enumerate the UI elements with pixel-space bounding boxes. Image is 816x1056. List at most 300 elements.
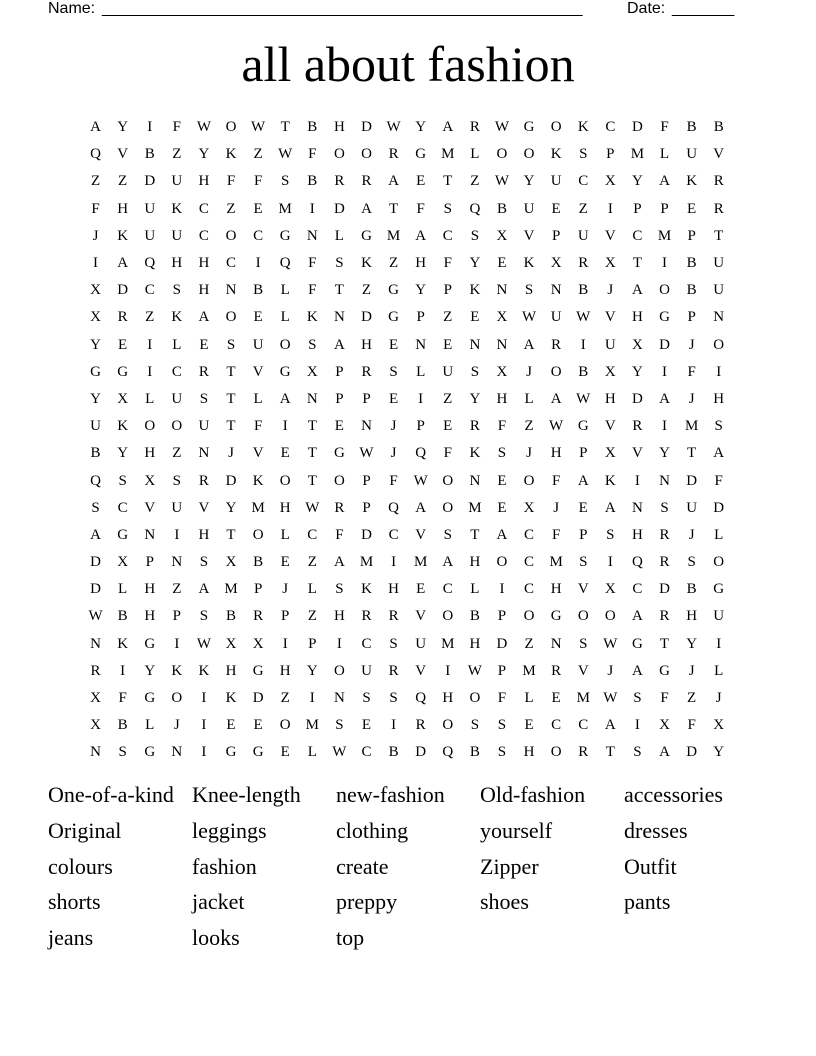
grid-letter: J: [526, 363, 532, 380]
grid-letter: I: [282, 418, 288, 435]
grid-letter: Z: [172, 581, 182, 598]
grid-letter: H: [713, 390, 725, 407]
grid-letter: K: [117, 635, 129, 652]
word-list-item: leggings: [192, 817, 267, 843]
grid-letter: M: [386, 227, 401, 244]
grid-letter: X: [604, 255, 616, 272]
grid-letter: M: [576, 690, 590, 707]
grid-letter: A: [333, 554, 345, 571]
grid-letter: O: [550, 744, 562, 761]
word-list-item: dresses: [624, 817, 688, 843]
grid-letter: S: [172, 282, 181, 299]
grid-letter: J: [607, 662, 614, 679]
grid-row: [82, 196, 734, 223]
grid-letter: I: [716, 635, 722, 652]
grid-letter: X: [90, 309, 101, 326]
grid-letter: B: [686, 119, 697, 136]
grid-letter: G: [279, 363, 291, 380]
grid-letter: K: [117, 418, 129, 435]
grid-letter: G: [333, 445, 345, 462]
grid-letter: B: [253, 282, 264, 299]
grid-letter: V: [604, 418, 616, 435]
grid-letter: E: [497, 472, 507, 489]
grid-letter: W: [549, 418, 564, 435]
grid-row: [82, 168, 734, 195]
grid-letter: N: [361, 418, 372, 435]
grid-letter: W: [603, 635, 618, 652]
grid-letter: E: [361, 717, 372, 734]
grid-letter: Z: [172, 445, 182, 462]
grid-letter: T: [443, 173, 453, 190]
grid-letter: L: [714, 662, 724, 679]
grid-letter: Q: [279, 255, 291, 272]
grid-letter: Z: [307, 608, 317, 625]
grid-letter: L: [524, 690, 534, 707]
grid-letter: Y: [117, 119, 129, 136]
grid-letter: C: [551, 717, 562, 734]
grid-row: [82, 440, 734, 467]
grid-letter: W: [196, 119, 211, 136]
grid-letter: L: [470, 146, 480, 163]
grid-letter: P: [606, 146, 615, 163]
grid-letter: F: [118, 690, 127, 707]
grid-letter: M: [441, 635, 455, 652]
grid-letter: N: [469, 472, 481, 489]
grid-letter: Y: [686, 635, 698, 652]
grid-letter: C: [524, 554, 535, 571]
grid-letter: S: [362, 690, 371, 707]
grid-letter: U: [198, 418, 210, 435]
grid-letter: X: [550, 255, 562, 272]
grid-letter: J: [688, 336, 695, 353]
word-list-item: Old-fashion: [480, 782, 586, 807]
grid-letter: A: [279, 390, 291, 407]
grid-letter: M: [305, 717, 319, 734]
grid-letter: B: [90, 445, 101, 462]
grid-letter: I: [309, 690, 315, 707]
grid-letter: S: [579, 635, 588, 652]
grid-letter: U: [171, 499, 183, 516]
grid-letter: Y: [659, 445, 670, 462]
grid-letter: C: [307, 526, 318, 543]
grid-letter: Q: [415, 690, 427, 707]
grid-letter: U: [144, 200, 156, 217]
word-list-item: fashion: [192, 853, 257, 879]
grid-letter: H: [415, 255, 427, 272]
grid-letter: J: [282, 581, 289, 598]
grid-letter: O: [523, 472, 535, 489]
grid-letter: P: [281, 608, 290, 625]
grid-letter: Y: [415, 119, 427, 136]
grid-letter: U: [604, 336, 616, 353]
grid-letter: A: [632, 662, 643, 679]
grid-letter: E: [443, 418, 453, 435]
grid-letter: M: [251, 499, 265, 516]
grid-letter: F: [416, 200, 425, 217]
grid-letter: G: [90, 363, 101, 380]
grid-letter: T: [632, 255, 642, 272]
grid-letter: P: [172, 608, 181, 625]
grid-letter: E: [280, 554, 290, 571]
grid-letter: I: [147, 363, 153, 380]
grid-row: [82, 658, 734, 685]
grid-letter: O: [496, 146, 508, 163]
grid-letter: D: [632, 390, 643, 407]
grid-letter: X: [90, 282, 101, 299]
grid-letter: H: [279, 662, 291, 679]
grid-letter: Y: [306, 662, 318, 679]
grid-letter: N: [632, 499, 643, 516]
grid-letter: X: [306, 363, 318, 380]
grid-letter: L: [714, 526, 724, 543]
grid-letter: X: [225, 554, 237, 571]
grid-letter: B: [469, 608, 480, 625]
grid-letter: Z: [443, 390, 453, 407]
grid-letter: C: [226, 255, 237, 272]
grid-letter: L: [145, 390, 155, 407]
grid-letter: K: [361, 581, 372, 598]
grid-letter: V: [198, 499, 210, 516]
grid-letter: U: [144, 227, 156, 244]
grid-letter: M: [468, 499, 482, 516]
grid-row: [82, 386, 734, 413]
grid-letter: L: [659, 146, 670, 163]
grid-letter: I: [147, 119, 153, 136]
grid-letter: K: [171, 309, 183, 326]
grid-letter: I: [580, 336, 586, 353]
grid-letter: K: [361, 255, 372, 272]
grid-letter: O: [496, 554, 508, 571]
grid-letter: A: [659, 390, 670, 407]
grid-letter: S: [470, 363, 480, 380]
grid-letter: E: [388, 390, 399, 407]
grid-letter: Y: [144, 662, 156, 679]
grid-letter: C: [632, 581, 643, 598]
grid-letter: S: [389, 635, 398, 652]
grid-letter: E: [334, 418, 344, 435]
grid-letter: G: [523, 119, 535, 136]
grid-letter: R: [388, 662, 399, 679]
grid-letter: F: [253, 418, 263, 435]
grid-letter: I: [662, 363, 668, 380]
grid-letter: X: [523, 499, 535, 516]
grid-letter: W: [332, 744, 347, 761]
grid-letter: R: [253, 608, 264, 625]
grid-letter: F: [172, 119, 181, 136]
grid-letter: M: [414, 554, 428, 571]
grid-letter: O: [442, 472, 454, 489]
grid-letter: R: [713, 173, 724, 190]
grid-letter: R: [198, 472, 209, 489]
grid-letter: S: [199, 390, 209, 407]
grid-letter: J: [390, 445, 397, 462]
grid-letter: F: [443, 445, 452, 462]
grid-letter: X: [117, 390, 129, 407]
grid-row: [82, 332, 734, 359]
grid-letter: B: [686, 255, 697, 272]
grid-letter: G: [632, 635, 643, 652]
grid-letter: E: [280, 445, 290, 462]
grid-letter: K: [550, 146, 562, 163]
grid-letter: X: [632, 336, 643, 353]
grid-letter: F: [660, 690, 669, 707]
header-row: [48, 0, 748, 20]
grid-letter: O: [333, 472, 345, 489]
grid-row: [82, 549, 734, 576]
grid-letter: B: [713, 119, 724, 136]
grid-letter: I: [201, 744, 207, 761]
grid-letter: E: [497, 255, 507, 272]
grid-letter: B: [388, 744, 399, 761]
grid-letter: D: [496, 635, 508, 652]
grid-letter: M: [522, 662, 536, 679]
date-blank-line: _______: [672, 0, 735, 17]
grid-letter: S: [308, 336, 317, 353]
grid-letter: U: [523, 200, 535, 217]
grid-letter: D: [686, 744, 698, 761]
grid-letter: I: [607, 554, 613, 571]
grid-letter: I: [309, 200, 315, 217]
grid-letter: G: [361, 227, 372, 244]
grid-letter: G: [252, 744, 264, 761]
grid-letter: M: [549, 554, 563, 571]
grid-row: [82, 250, 734, 277]
grid-letter: W: [88, 608, 103, 625]
grid-letter: S: [497, 717, 507, 734]
grid-letter: Z: [118, 173, 128, 190]
grid-letter: X: [496, 227, 508, 244]
grid-letter: O: [659, 282, 670, 299]
grid-letter: U: [577, 227, 589, 244]
grid-letter: G: [144, 744, 156, 761]
grid-letter: K: [117, 227, 129, 244]
grid-letter: Y: [713, 744, 725, 761]
grid-letter: G: [659, 309, 670, 326]
grid-letter: K: [171, 662, 183, 679]
grid-letter: D: [361, 119, 372, 136]
grid-letter: H: [632, 309, 643, 326]
grid-letter: I: [634, 717, 640, 734]
grid-letter: V: [604, 227, 616, 244]
grid-letter: S: [497, 744, 507, 761]
grid-letter: V: [523, 227, 535, 244]
grid-letter: H: [117, 200, 129, 217]
grid-letter: S: [633, 744, 642, 761]
grid-letter: P: [579, 445, 588, 462]
grid-letter: V: [604, 309, 616, 326]
grid-letter: A: [90, 526, 101, 543]
grid-letter: K: [171, 200, 183, 217]
grid-letter: T: [605, 744, 615, 761]
word-list-item: One-of-a-kind: [48, 782, 174, 807]
grid-letter: I: [634, 472, 640, 489]
grid-letter: H: [550, 445, 562, 462]
grid-letter: W: [251, 119, 266, 136]
grid-letter: S: [606, 526, 615, 543]
grid-row: [82, 603, 734, 630]
grid-letter: E: [687, 200, 697, 217]
grid-letter: X: [496, 309, 508, 326]
grid-letter: L: [470, 581, 480, 598]
grid-letter: J: [173, 717, 180, 734]
grid-letter: B: [117, 608, 128, 625]
grid-letter: W: [467, 662, 482, 679]
grid-letter: B: [578, 363, 589, 380]
grid-letter: L: [280, 309, 290, 326]
grid-letter: A: [550, 390, 562, 407]
grid-letter: U: [415, 635, 427, 652]
grid-letter: Z: [172, 146, 182, 163]
grid-letter: X: [604, 363, 616, 380]
grid-letter: M: [359, 554, 374, 571]
grid-letter: A: [198, 309, 210, 326]
grid-letter: X: [90, 690, 101, 707]
grid-letter: R: [551, 662, 562, 679]
grid-letter: Z: [687, 690, 697, 707]
grid-letter: C: [442, 581, 453, 598]
grid-letter: C: [442, 227, 453, 244]
grid-letter: P: [497, 662, 507, 679]
grid-letter: F: [687, 717, 696, 734]
grid-letter: X: [713, 717, 725, 734]
grid-letter: F: [335, 526, 344, 543]
grid-letter: S: [335, 255, 344, 272]
grid-letter: Y: [632, 363, 643, 380]
grid-letter: E: [388, 336, 399, 353]
grid-letter: I: [174, 635, 180, 652]
grid-letter: S: [470, 227, 480, 244]
grid-letter: N: [550, 635, 562, 652]
name-blank-line: ______________________________________________________: [102, 0, 583, 17]
grid-letter: C: [117, 499, 128, 516]
grid-letter: F: [443, 255, 452, 272]
grid-letter: L: [253, 390, 263, 407]
grid-letter: H: [632, 526, 643, 543]
grid-letter: O: [442, 608, 454, 625]
grid-letter: O: [523, 146, 535, 163]
grid-letter: I: [499, 581, 505, 598]
grid-letter: B: [496, 200, 507, 217]
grid-letter: Q: [632, 554, 643, 571]
grid-letter: U: [686, 146, 698, 163]
grid-letter: Y: [469, 390, 481, 407]
grid-letter: S: [335, 581, 344, 598]
grid-letter: P: [687, 227, 696, 244]
grid-row: [82, 413, 734, 440]
grid-letter: G: [225, 744, 237, 761]
grid-letter: R: [578, 744, 589, 761]
grid-letter: C: [578, 173, 589, 190]
page-title: all about fashion: [241, 36, 575, 92]
grid-letter: O: [279, 717, 291, 734]
grid-letter: B: [578, 282, 589, 299]
grid-letter: A: [90, 119, 101, 136]
grid-letter: O: [550, 363, 562, 380]
grid-letter: J: [607, 282, 614, 299]
grid-letter: E: [416, 173, 426, 190]
grid-letter: P: [253, 581, 263, 598]
grid-letter: T: [226, 418, 236, 435]
grid-letter: T: [307, 472, 317, 489]
grid-letter: K: [469, 282, 481, 299]
grid-letter: S: [118, 744, 127, 761]
grid-letter: O: [279, 336, 291, 353]
grid-letter: B: [307, 119, 318, 136]
grid-letter: A: [415, 227, 427, 244]
grid-letter: J: [688, 390, 695, 407]
grid-letter: L: [172, 336, 182, 353]
grid-letter: W: [386, 119, 401, 136]
grid-letter: H: [279, 499, 291, 516]
grid-letter: W: [494, 119, 510, 136]
grid-letter: O: [442, 499, 454, 516]
grid-letter: H: [361, 336, 372, 353]
grid-letter: R: [632, 418, 643, 435]
grid-letter: S: [199, 608, 209, 625]
word-list-item: colours: [48, 853, 113, 879]
grid-letter: O: [442, 717, 454, 734]
grid-letter: O: [604, 608, 616, 625]
word-list-item: Outfit: [624, 853, 677, 879]
grid-letter: G: [279, 227, 291, 244]
grid-letter: O: [550, 119, 562, 136]
grid-letter: F: [497, 690, 507, 707]
grid-letter: U: [550, 309, 562, 326]
grid-letter: H: [469, 554, 481, 571]
grid-letter: X: [225, 635, 237, 652]
word-list-item: shoes: [480, 889, 529, 915]
grid-letter: D: [361, 309, 372, 326]
grid-letter: U: [171, 173, 183, 190]
grid-letter: F: [714, 472, 723, 489]
grid-letter: Z: [524, 635, 534, 652]
grid-letter: A: [659, 173, 670, 190]
grid-letter: E: [253, 717, 263, 734]
grid-letter: P: [551, 227, 561, 244]
grid-letter: B: [144, 146, 155, 163]
grid-letter: C: [605, 119, 616, 136]
grid-row: [82, 304, 734, 331]
grid-letter: Y: [90, 390, 101, 407]
grid-letter: Q: [415, 445, 427, 462]
grid-letter: V: [415, 526, 427, 543]
grid-letter: B: [117, 717, 128, 734]
grid-letter: W: [278, 146, 293, 163]
grid-letter: I: [336, 635, 342, 652]
grid-letter: N: [144, 526, 156, 543]
word-list-item: preppy: [336, 889, 398, 915]
grid-letter: R: [551, 336, 562, 353]
grid-letter: S: [660, 499, 669, 516]
grid-letter: P: [660, 200, 669, 217]
grid-letter: N: [496, 336, 508, 353]
grid-letter: R: [117, 309, 128, 326]
grid-letter: K: [686, 173, 698, 190]
grid-letter: T: [334, 282, 344, 299]
grid-row: [82, 576, 734, 603]
grid-letter: P: [416, 418, 425, 435]
word-list-item: shorts: [48, 889, 101, 915]
grid-letter: M: [441, 146, 455, 163]
grid-letter: X: [252, 635, 264, 652]
grid-letter: N: [415, 336, 427, 353]
grid-letter: D: [659, 336, 670, 353]
grid-letter: Z: [280, 690, 290, 707]
grid-letter: L: [145, 717, 155, 734]
grid-letter: T: [280, 119, 290, 136]
grid-letter: S: [335, 717, 344, 734]
grid-letter: G: [713, 581, 725, 598]
